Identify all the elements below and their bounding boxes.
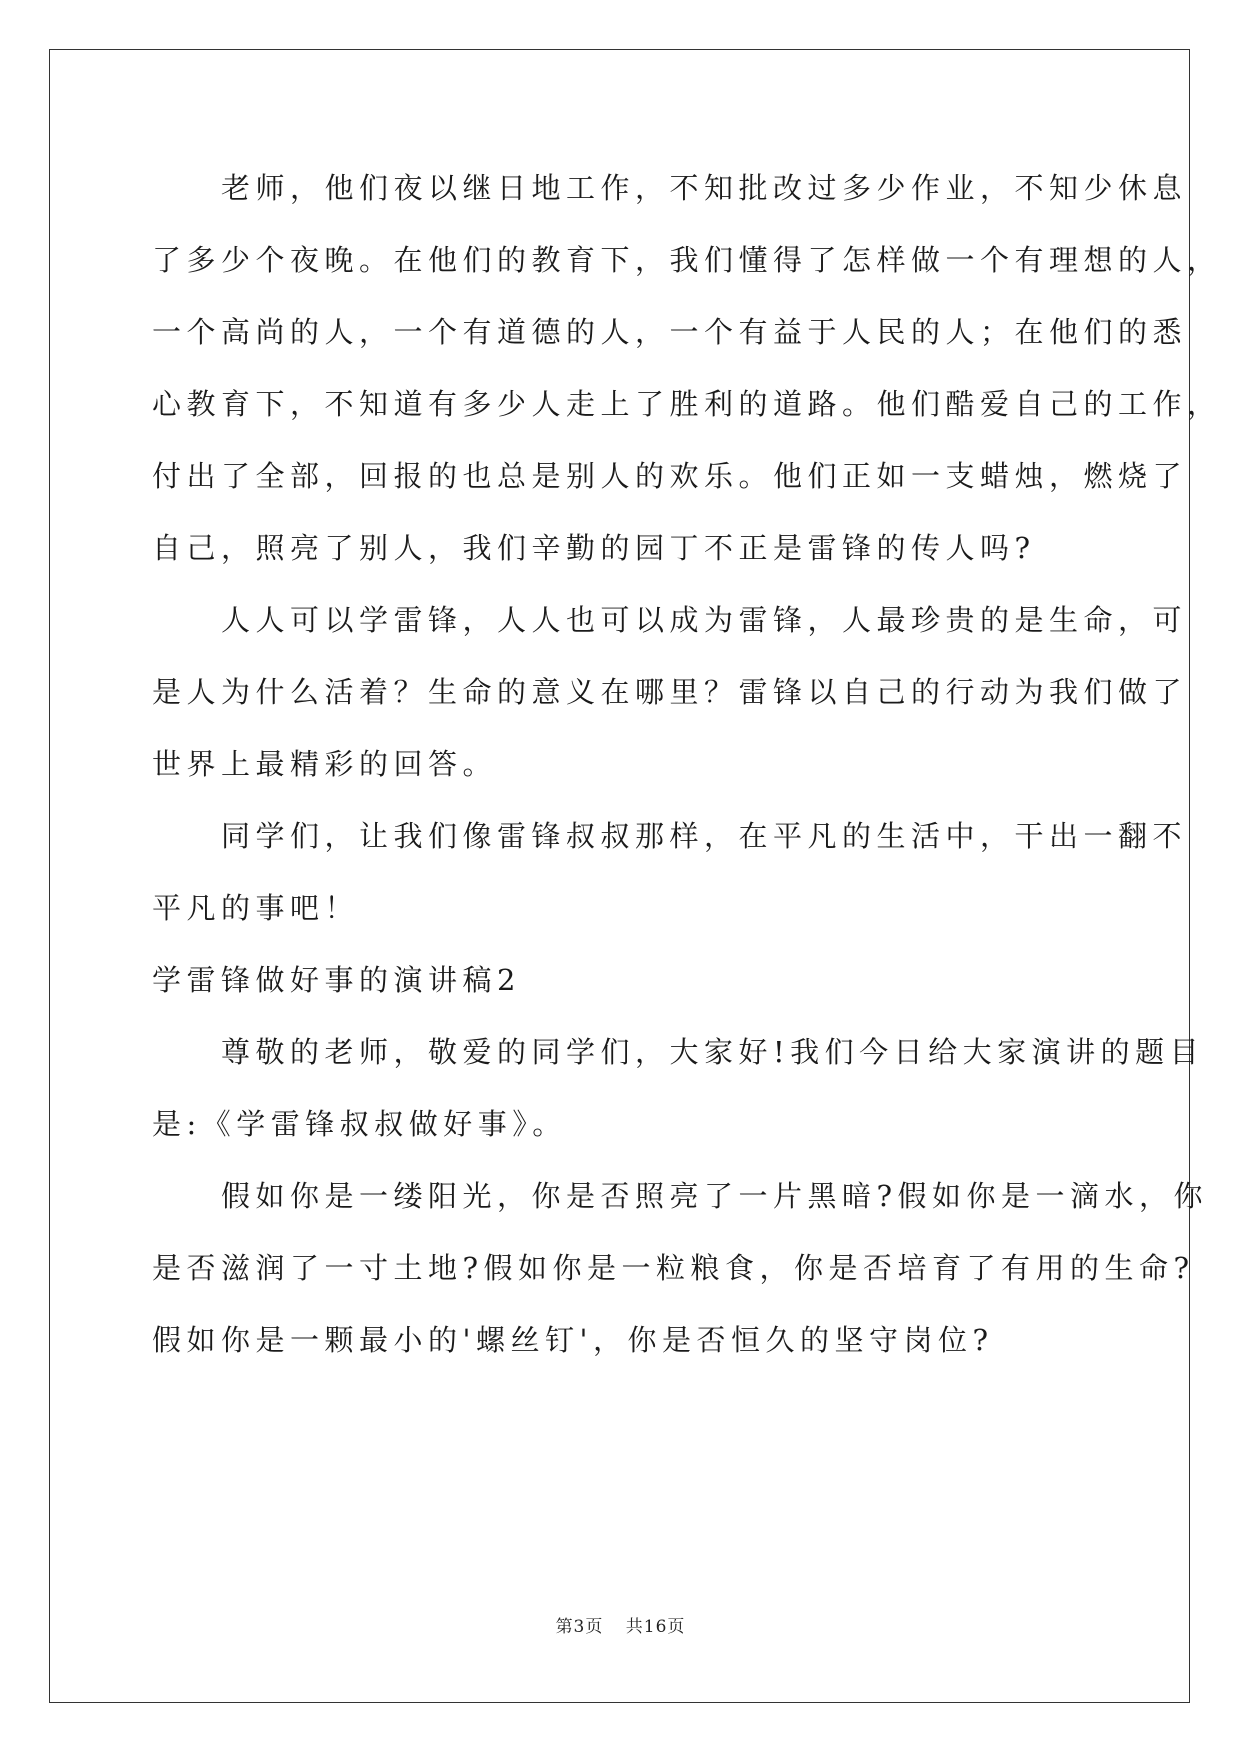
- paragraph-line: 了多少个夜晚。在他们的教育下，我们懂得了怎样做一个有理想的人，: [152, 243, 1222, 277]
- paragraph-line: 人人可以学雷锋，人人也可以成为雷锋，人最珍贵的是生命，可: [152, 603, 1188, 637]
- paragraph-line: 心教育下，不知道有多少人走上了胜利的道路。他们酷爱自己的工作，: [152, 387, 1222, 421]
- section-heading: 学雷锋做好事的演讲稿2: [152, 963, 521, 997]
- page-footer: [0, 1612, 1241, 1637]
- page-number: 第3页: [555, 1617, 604, 1637]
- page-total: 共16页: [625, 1617, 686, 1637]
- paragraph-line: 是否滋润了一寸土地?假如你是一粒粮食，你是否培育了有用的生命?: [152, 1251, 1195, 1285]
- paragraph-line: 付出了全部，回报的也总是别人的欢乐。他们正如一支蜡烛，燃烧了: [152, 459, 1188, 493]
- paragraph-line: 自己，照亮了别人，我们辛勤的园丁不正是雷锋的传人吗?: [152, 531, 1036, 565]
- paragraph-line: 世界上最精彩的回答。: [152, 747, 498, 781]
- paragraph-line: 平凡的事吧！: [152, 891, 360, 925]
- paragraph-line: 同学们，让我们像雷锋叔叔那样，在平凡的生活中，干出一翻不: [152, 819, 1188, 853]
- paragraph-line: 是:《学雷锋叔叔做好事》。: [152, 1107, 567, 1141]
- paragraph-line: 是人为什么活着？生命的意义在哪里？雷锋以自己的行动为我们做了: [152, 675, 1188, 709]
- page-border: [49, 49, 1190, 1703]
- paragraph-line: 假如你是一颗最小的'螺丝钉'，你是否恒久的坚守岗位?: [152, 1323, 994, 1357]
- paragraph-line: 老师，他们夜以继日地工作，不知批改过多少作业，不知少休息: [152, 171, 1188, 205]
- paragraph-line: 一个高尚的人，一个有道德的人，一个有益于人民的人；在他们的悉: [152, 315, 1188, 349]
- paragraph-line: 尊敬的老师，敬爱的同学们，大家好!我们今日给大家演讲的题目: [152, 1035, 1205, 1069]
- paragraph-line: 假如你是一缕阳光，你是否照亮了一片黑暗?假如你是一滴水，你: [152, 1179, 1209, 1213]
